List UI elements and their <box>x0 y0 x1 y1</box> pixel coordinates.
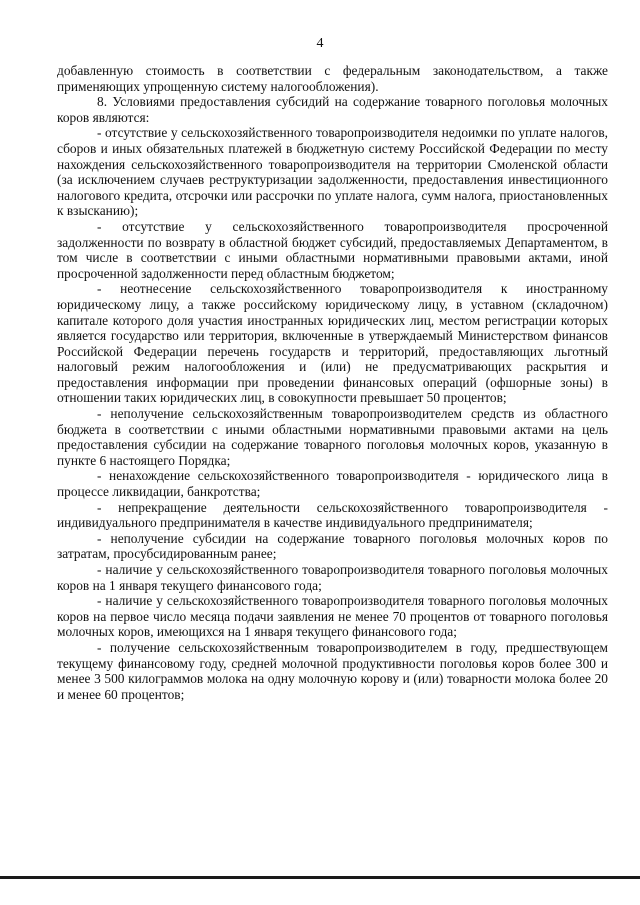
condition-no-other-funds: - неполучение сельскохозяйственным товаропроизводителем средств из областного бюджета в соответствии с иными областными нормативными правовыми актами на цель предоставления субсидии на содержание товарного поголовья молочных коров, указанную в пункте 6 настоящего Порядка; <box>57 406 608 468</box>
page-number: 4 <box>316 36 324 51</box>
document-body <box>57 63 608 702</box>
condition-milk-productivity: - получение сельскохозяйственным товаропроизводителем в году, предшествующем текущему финансовому году, средней молочной продуктивности поголовья коров более 300 и менее 3 500 килограммов молока на одну молочную корову и (или) товарности молока более 20 и менее 60 процентов; <box>57 639 608 702</box>
condition-no-tax-arrears: - отсутствие у сельскохозяйственного товаропроизводителя недоимки по уплате налогов, сборов и иных обязательных платежей в бюджетную систему Российской Федерации по месту нахождения сельскохозяйственного товаропроизводителя на территории Смоленской области (за исключением случаев реструктуризации задолженности, предоставления инвестиционного налогового кредита, отсрочки или рассрочки по уплате налога, сумм налога, приостановленных к взысканию); <box>57 125 608 219</box>
condition-herd-on-january-1: - наличие у сельскохозяйственного товаропроизводителя товарного поголовья молочных коров на 1 января текущего финансового года; <box>57 562 608 593</box>
paragraph-clause-8: 8. Условиями предоставления субсидий на содержание товарного поголовья молочных коров являются: <box>57 94 608 125</box>
condition-activity-not-terminated: - непрекращение деятельности сельскохозяйственного товаропроизводителя - индивидуального предпринимателя в качестве индивидуального предпринимателя; <box>57 499 608 531</box>
condition-no-prior-subsidy: - неполучение субсидии на содержание товарного поголовья молочных коров по затратам, просубсидированным ранее; <box>57 530 608 562</box>
condition-not-foreign-entity: - неотнесение сельскохозяйственного товаропроизводителя к иностранному юридическому лицу, а также российскому юридическому лицу, в уставном (складочном) капитале которого доля участия иностранных юридических лиц, местом регистрации которых является государство или территория, включенные в утверждаемый Министерством финансов Российской Федерации перечень государств и территорий, предоставляющих льготный налоговый режим налогообложения и (или) не предусматривающих раскрытия и предоставления информации при проведении финансовых операций (офшорные зоны) в отношении таких юридических лиц, в совокупности превышает 50 процентов; <box>57 281 608 406</box>
condition-no-overdue-debt: - отсутствие у сельскохозяйственного товаропроизводителя просроченной задолженности по возврату в областной бюджет субсидий, предоставляемых Департаментом, в том числе в соответствии с иными областными нормативными правовыми актами, иной просроченной задолженности перед областным бюджетом; <box>57 218 608 281</box>
condition-herd-70-percent: - наличие у сельскохозяйственного товаропроизводителя товарного поголовья молочных коров на первое число месяца подачи заявления не менее 70 процентов от товарного поголовья молочных коров, имеющихся на 1 января текущего финансового года; <box>57 593 608 640</box>
condition-not-in-liquidation: - ненахождение сельскохозяйственного товаропроизводителя - юридического лица в процессе ликвидации, банкротства; <box>57 468 608 500</box>
bottom-rule <box>0 876 640 879</box>
paragraph-continuation: добавленную стоимость в соответствии с федеральным законодательством, а также применяющих упрощенную систему налогообложения). <box>57 63 608 94</box>
